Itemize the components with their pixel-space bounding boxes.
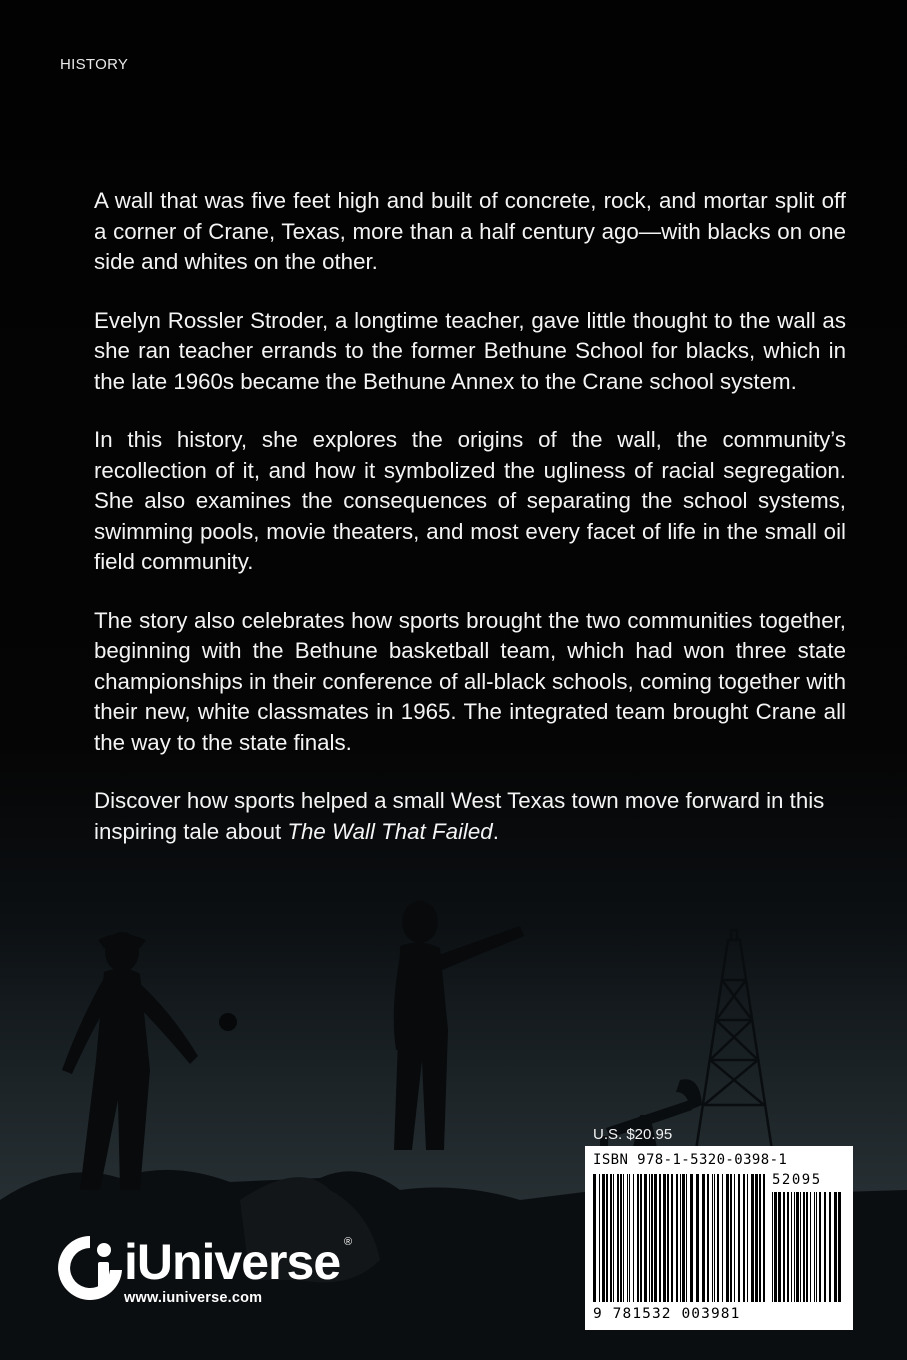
barcode-bar xyxy=(629,1174,630,1302)
book-title: The Wall That Failed xyxy=(287,818,493,844)
barcode-bar xyxy=(680,1174,681,1302)
barcode-bar xyxy=(654,1174,657,1302)
publisher-logo xyxy=(54,1232,374,1308)
barcode-bar xyxy=(707,1174,709,1302)
barcode-bar xyxy=(772,1192,773,1302)
ball-silhouette xyxy=(219,1013,237,1031)
barcode-bar xyxy=(686,1174,687,1302)
barcode-bar xyxy=(791,1192,792,1302)
barcode-bar xyxy=(747,1174,748,1302)
barcode-bar xyxy=(783,1192,785,1302)
blurb-paragraph-2: Evelyn Rossler Stroder, a longtime teacher, gave little thought to the wall as she ran teacher errands to the former Bethune School for blacks, which in the late 1960s became the Bethune Annex to the Crane school system. xyxy=(94,307,846,394)
barcode-bar xyxy=(722,1174,723,1302)
barcode-bar xyxy=(627,1174,628,1302)
blurb-p5-end: . xyxy=(492,818,499,844)
barcode-icon xyxy=(593,1174,767,1302)
barcode-bar xyxy=(787,1192,789,1302)
barcode-bar xyxy=(796,1192,799,1302)
barcode-bar xyxy=(738,1174,740,1302)
barcode-bar xyxy=(806,1192,808,1302)
barcode-bar xyxy=(637,1174,639,1302)
barcode-bar xyxy=(734,1174,735,1302)
barcode-bar xyxy=(593,1174,596,1302)
barcode-bar xyxy=(617,1174,619,1302)
barcode-bar xyxy=(606,1174,608,1302)
barcode-bar xyxy=(800,1192,801,1302)
barcode-bar xyxy=(663,1174,666,1302)
publisher-url: www.iuniverse.com xyxy=(124,1290,263,1306)
barcode-bar xyxy=(659,1174,661,1302)
oil-derrick-silhouette xyxy=(696,930,772,1150)
barcode-bar xyxy=(755,1174,758,1302)
barcode-bar xyxy=(671,1174,673,1302)
barcode-bar xyxy=(763,1174,765,1302)
barcode-bar xyxy=(717,1174,719,1302)
batter-figure-silhouette xyxy=(394,901,524,1150)
barcode-bar xyxy=(714,1174,715,1302)
barcode-bar xyxy=(651,1174,653,1302)
barcode-bar xyxy=(824,1192,826,1302)
price-label: U.S. $20.95 xyxy=(593,1126,673,1143)
barcode-bar xyxy=(730,1174,732,1302)
barcode-bar xyxy=(610,1174,612,1302)
barcode-bar xyxy=(613,1174,614,1302)
barcode-bar xyxy=(834,1192,837,1302)
barcode-bar xyxy=(623,1174,624,1302)
pitcher-figure-silhouette xyxy=(62,932,198,1190)
barcode-block xyxy=(585,1146,853,1330)
barcode-bar xyxy=(667,1174,669,1302)
addon-barcode-icon xyxy=(772,1192,844,1302)
barcode-bar xyxy=(690,1174,693,1302)
barcode-bar xyxy=(751,1174,754,1302)
barcode-bar xyxy=(620,1174,622,1302)
category-label: HISTORY xyxy=(60,56,129,73)
barcode-bar xyxy=(676,1174,678,1302)
ean-code: 9 781532 003981 xyxy=(593,1306,741,1322)
addon-code: 52095 xyxy=(772,1172,822,1188)
barcode-bar xyxy=(682,1174,685,1302)
barcode-bar xyxy=(774,1192,777,1302)
barcode-bar xyxy=(640,1174,642,1302)
barcode-bar xyxy=(726,1174,729,1302)
barcode-bar xyxy=(794,1192,795,1302)
iuniverse-logo-icon xyxy=(54,1232,126,1304)
barcode-bar xyxy=(712,1174,713,1302)
barcode-bar xyxy=(743,1174,745,1302)
barcode-bar xyxy=(599,1174,600,1302)
blurb-paragraph-3: In this history, she explores the origins of the wall, the community’s recollection of it, and how it symbolized the ugliness of racial segregation. She also examines the consequences of separating the school systems, swimming pools, movie theaters, and most every facet of life in the small oil field community. xyxy=(94,427,846,574)
barcode-bar xyxy=(759,1174,761,1302)
barcode-bar xyxy=(803,1192,805,1302)
blurb-paragraph-1: A wall that was five feet high and built of concrete, rock, and mortar split off a corner of Crane, Texas, more than a half century ago—with blacks on one side and whites on the other. xyxy=(94,188,846,274)
blurb xyxy=(94,186,846,875)
blurb-paragraph-4: The story also celebrates how sports brought the two communities together, beginning with the Bethune basketball team, which had won three state championships in their conference of all-black schools, coming together with their new, white classmates in 1965. The integrated team brought Crane all the way to the state finals. xyxy=(94,607,846,755)
registered-mark: ® xyxy=(344,1236,353,1248)
barcode-bar xyxy=(816,1192,817,1302)
barcode-bar xyxy=(644,1174,647,1302)
barcode-bar xyxy=(633,1174,634,1302)
barcode-bar xyxy=(810,1192,811,1302)
barcode-bar xyxy=(649,1174,650,1302)
publisher-name: iUniverse xyxy=(124,1234,341,1290)
blurb-p5-text: Discover how sports helped a small West Texas town move forward in this inspiring tale about xyxy=(94,788,825,844)
barcode-bar xyxy=(819,1192,821,1302)
barcode-bar xyxy=(829,1192,831,1302)
barcode-bar xyxy=(838,1192,841,1302)
barcode-bar xyxy=(602,1174,605,1302)
barcode-bar xyxy=(778,1192,781,1302)
barcode-bar xyxy=(702,1174,705,1302)
blurb-paragraph-5 xyxy=(94,786,846,847)
isbn-label: ISBN 978-1-5320-0398-1 xyxy=(593,1152,788,1168)
barcode-bar xyxy=(696,1174,699,1302)
barcode-bar xyxy=(814,1192,815,1302)
